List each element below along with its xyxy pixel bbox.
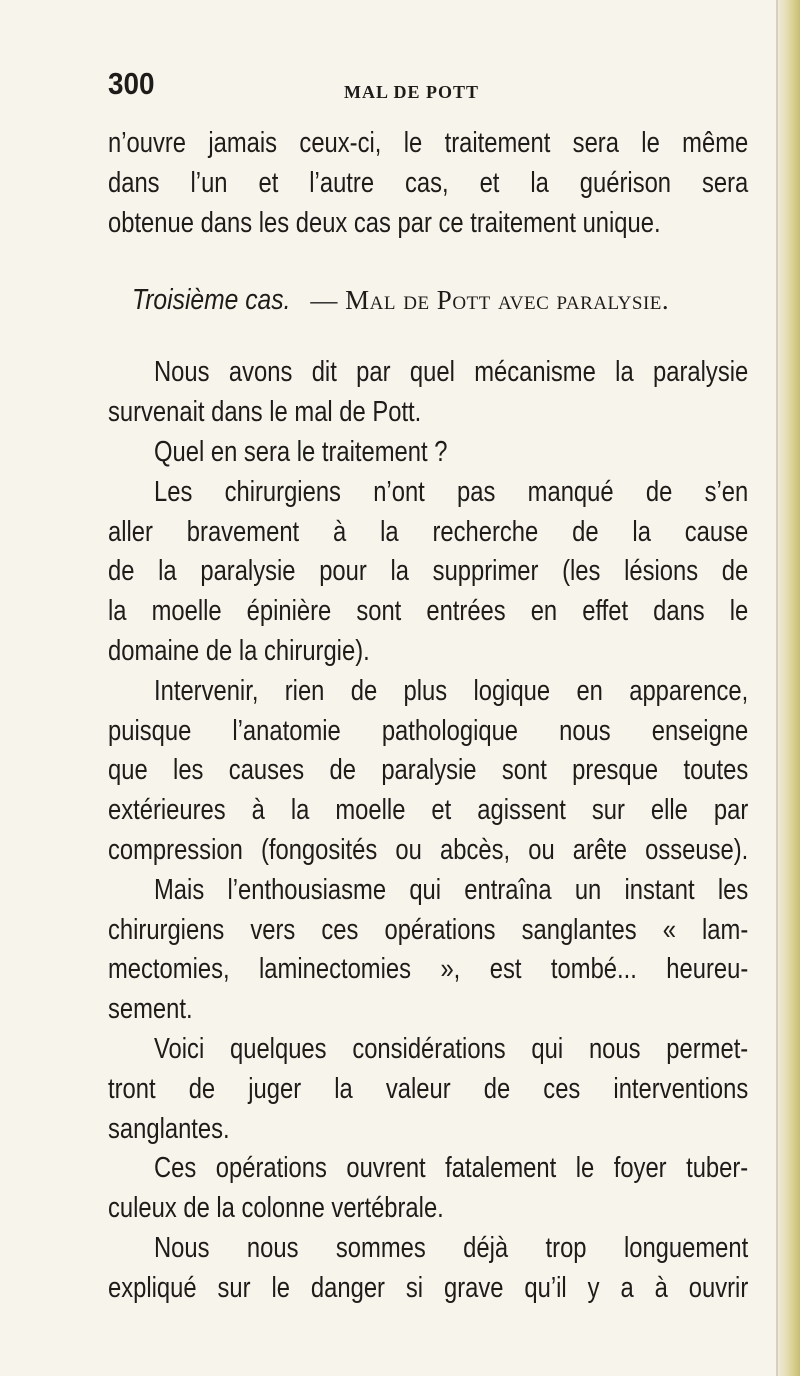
text-line: la moelle épinière sont entrées en effet dans le [108, 595, 749, 628]
text-line: n’ouvre jamais ceux-ci, le traitement sera le même [108, 127, 749, 159]
text-line: tront de juger la valeur de ces interventions [108, 1072, 749, 1105]
spacer [108, 243, 748, 279]
text-line: Voici quelques considérations qui nous permet- [154, 1032, 749, 1065]
text-line: aller bravement à la recherche de la cause [108, 515, 749, 548]
text-line: extérieures à la moelle et agissent sur elle par [108, 794, 749, 827]
page-number: 300 [108, 66, 155, 101]
text-line: sanglantes. [108, 1112, 230, 1145]
running-title: MAL DE POTT [344, 82, 480, 102]
text-line: sement. [108, 993, 193, 1026]
page-header [108, 66, 748, 110]
text-line: Mais l’enthousiasme qui entraîna un instant les [154, 873, 749, 906]
text-line: dans l’un et l’autre cas, et la guérison sera [108, 166, 749, 199]
text-line: puisque l’anatomie pathologique nous enseigne [108, 714, 749, 747]
text-line: Nous avons dit par quel mécanisme la paralysie [154, 356, 749, 389]
text-line: Nous nous sommes déjà trop longuement [154, 1231, 749, 1264]
section-title: — Mal de Pott avec paralysie. [310, 285, 670, 316]
page-text [108, 124, 748, 1309]
text-line: Les chirurgiens n’ont pas manqué de s’en [154, 475, 749, 508]
text-line: culeux de la colonne vertébrale. [108, 1192, 444, 1225]
text-line: Quel en sera le traitement ? [154, 435, 448, 468]
text-line: expliqué sur le danger si grave qu’il y a à ouvrir [108, 1271, 749, 1304]
text-line: domaine de la chirurgie). [108, 634, 370, 667]
text-line: mectomies, laminectomies », est tombé... heureu- [108, 953, 749, 986]
text-line: obtenue dans les deux cas par ce traitement unique. [108, 206, 661, 239]
text-line: compression (fongosités ou abcès, ou arête osseuse). [108, 833, 749, 866]
text-line: Ces opérations ouvrent fatalement le foyer tuber- [154, 1152, 749, 1185]
section-heading [108, 279, 748, 321]
section-label: Troisième cas. [132, 284, 291, 317]
spacer [108, 321, 748, 353]
text-line: Intervenir, rien de plus logique en apparence, [154, 674, 749, 707]
text-line: survenait dans le mal de Pott. [108, 396, 422, 429]
text-line: de la paralysie pour la supprimer (les lésions de [108, 555, 749, 588]
text-line: chirurgiens vers ces opérations sanglantes « lam- [108, 913, 749, 946]
text-line: que les causes de paralysie sont presque toutes [108, 754, 749, 787]
